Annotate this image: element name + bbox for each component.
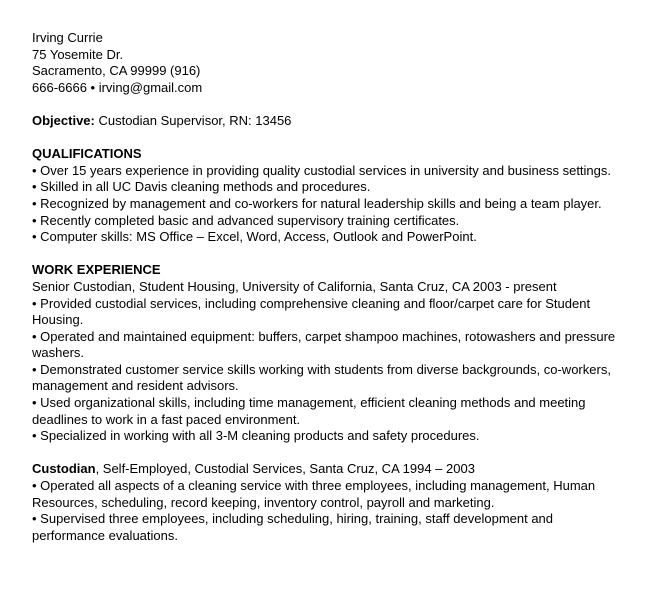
qualification-item: • Skilled in all UC Davis cleaning methods and procedures. — [32, 179, 371, 195]
job1-item: • Specialized in working with all 3-M cleaning products and safety procedures. — [32, 428, 480, 444]
job1-item: • Used organizational skills, including time management, efficient cleaning methods and meeting deadlines to work in a fast paced environment. — [32, 395, 586, 427]
spacer — [32, 96, 632, 113]
contact-phone-email: 666-6666 • irving@gmail.com — [32, 79, 203, 95]
qualifications-section — [32, 146, 632, 246]
job2-title — [32, 461, 632, 478]
job1-title: Senior Custodian, Student Housing, University of California, Santa Cruz, CA 2003 - present — [32, 278, 557, 294]
job2-item: • Operated all aspects of a cleaning service with three employees, including management, Human Resources, scheduling, record keeping, inventory control, payroll and marketing. — [32, 478, 596, 510]
job2-title-bold: Custodian — [32, 461, 96, 477]
contact-name: Irving Currie — [32, 30, 103, 45]
work-experience-section — [32, 262, 632, 544]
objective-text: Custodian Supervisor, RN: 13456 — [94, 112, 292, 128]
spacer — [32, 246, 632, 263]
job1-item: • Demonstrated customer service skills working with students from diverse backgrounds, co-workers, management and resident advisors. — [32, 361, 611, 394]
spacer — [32, 445, 632, 462]
contact-city: Sacramento, CA 99999 (916) — [32, 63, 201, 79]
qualification-item: • Over 15 years experience in providing quality custodial services in university and business settings. — [32, 162, 612, 178]
job2-title-rest: , Self-Employed, Custodial Services, Santa Cruz, CA 1994 – 2003 — [95, 461, 475, 477]
qualification-item: • Recognized by management and co-workers for natural leadership skills and being a team player. — [32, 195, 602, 211]
qualifications-heading: QUALIFICATIONS — [32, 146, 142, 162]
resume-document — [32, 30, 632, 544]
job1-item: • Operated and maintained equipment: buffers, carpet shampoo machines, rotowashers and pressure washers. — [32, 328, 616, 361]
objective-line — [32, 113, 632, 130]
contact-block — [32, 30, 632, 96]
contact-street: 75 Yosemite Dr. — [32, 46, 124, 62]
work-experience-heading: WORK EXPERIENCE — [32, 262, 161, 278]
qualification-item: • Computer skills: MS Office – Excel, Word, Access, Outlook and PowerPoint. — [32, 229, 477, 245]
job1-item: • Provided custodial services, including comprehensive cleaning and floor/carpet care for Student Housing. — [32, 295, 591, 328]
qualification-item: • Recently completed basic and advanced supervisory training certificates. — [32, 212, 460, 228]
spacer — [32, 130, 632, 147]
job2-item: • Supervised three employees, including scheduling, hiring, training, staff development and performance evaluations. — [32, 511, 554, 543]
objective-label: Objective: — [32, 112, 95, 128]
